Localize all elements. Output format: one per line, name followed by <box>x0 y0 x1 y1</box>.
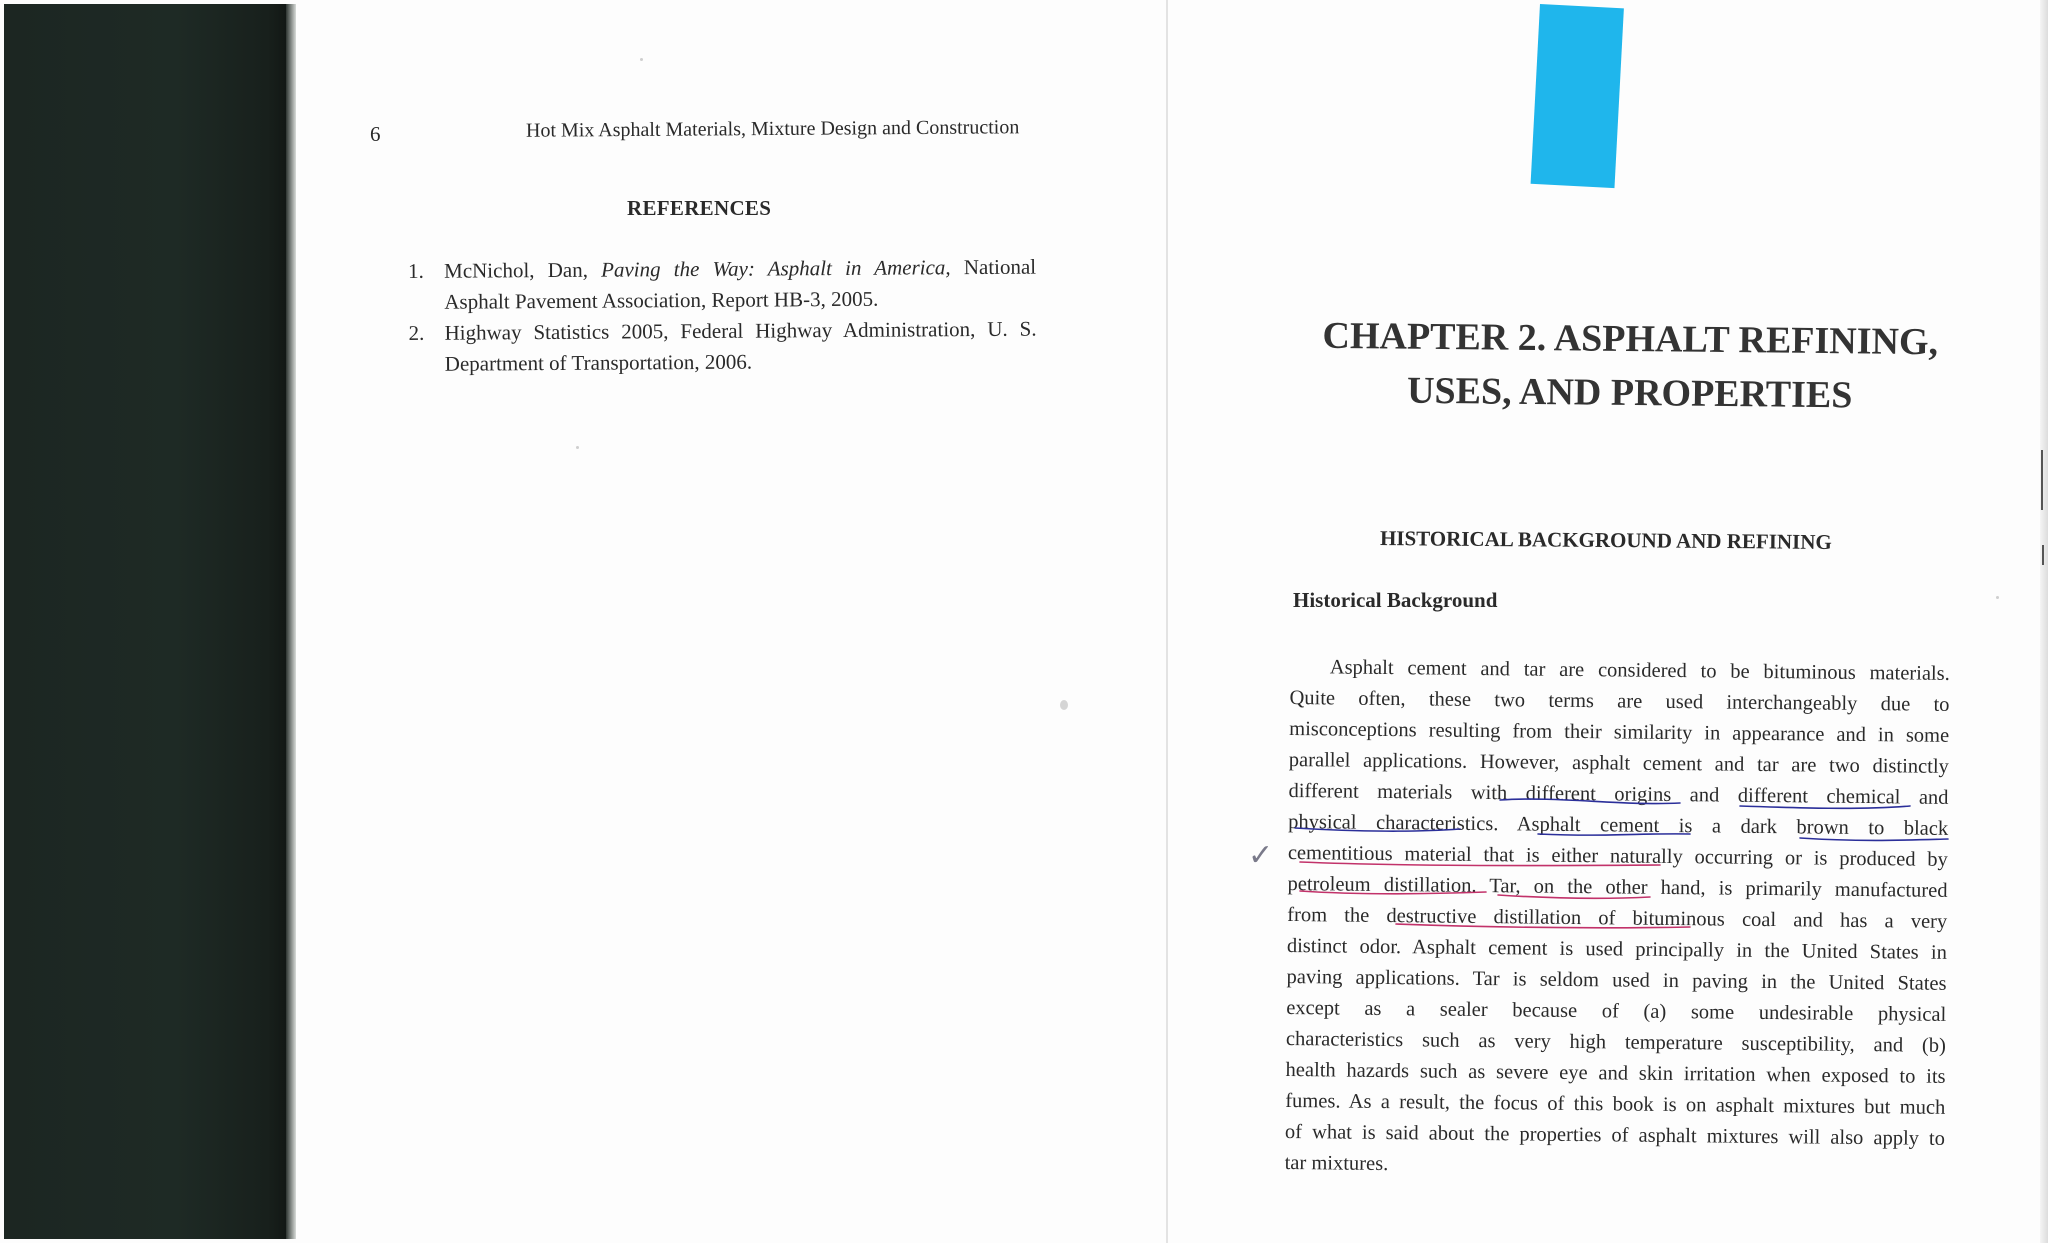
reference-list <box>408 252 1037 380</box>
chapter-title-line: CHAPTER 2. ASPHALT REFINING, <box>1322 314 1939 364</box>
paragraph-line: distinct odor. Asphalt cement is used principally in the United States in <box>1286 934 1948 964</box>
reference-authors: McNichol, Dan, <box>444 257 602 283</box>
paragraph-line: from the destructive distillation of bituminous coal and has a very <box>1287 903 1948 933</box>
page-number: 6 <box>370 122 381 146</box>
paragraph-line: misconceptions resulting from their similarity in appearance and in some <box>1289 717 1950 747</box>
paragraph-line: different materials with different origins and different chemical and <box>1288 779 1949 809</box>
paragraph-line: Quite often, these two terms are used interchangeably due to <box>1289 686 1950 716</box>
running-header: Hot Mix Asphalt Materials, Mixture Design and Construction <box>525 116 1020 142</box>
reference-line: Asphalt Pavement Association, Report HB-3, 2005. <box>444 286 879 314</box>
paragraph-line: cementitious material that is either naturally occurring or is produced by <box>1287 841 1948 871</box>
reference-text <box>444 252 1036 318</box>
right-page-edge <box>2040 0 2048 1243</box>
edge-mark <box>2041 450 2043 510</box>
section-heading: HISTORICAL BACKGROUND AND REFINING <box>1379 526 1832 554</box>
reference-publisher-start: National <box>950 254 1037 280</box>
body-paragraph <box>1284 652 1949 1186</box>
paragraph-line: Asphalt cement and tar are considered to be bituminous materials. <box>1329 656 1950 685</box>
subsection-heading: Historical Background <box>1293 588 1498 612</box>
scan-speck <box>1996 596 1999 599</box>
reference-book-title: Paving the Way: Asphalt in America, <box>601 255 951 282</box>
reference-line <box>444 252 1036 287</box>
handwritten-checkmark-icon: ✓ <box>1248 838 1274 873</box>
edge-mark <box>2042 545 2044 565</box>
scan-speck <box>640 58 643 61</box>
paragraph-line: physical characteristics. Asphalt cement is a dark brown to black <box>1288 810 1949 840</box>
reference-item <box>408 314 1036 380</box>
paragraph-line: fumes. As a result, the focus of this book is on asphalt mixtures but much <box>1285 1089 1946 1119</box>
paragraph-line: parallel applications. However, asphalt cement and tar are two distinctly <box>1288 748 1949 778</box>
binding-edge <box>286 4 296 1239</box>
reference-line: Highway Statistics 2005, Federal Highway Administration, U. S. <box>444 316 1037 345</box>
paragraph-line: paving applications. Tar is seldom used in paving in the United States <box>1286 965 1947 995</box>
page-gutter <box>1166 0 1168 1243</box>
reference-item <box>408 252 1036 318</box>
sticky-tab-flag <box>1531 4 1624 188</box>
chapter-title <box>1289 308 1970 423</box>
references-heading: REFERENCES <box>627 196 772 220</box>
reference-text <box>444 314 1036 380</box>
scan-speck <box>1060 700 1068 710</box>
reference-number: 2. <box>408 320 425 345</box>
paragraph-line: characteristics such as very high temperature susceptibility, and (b) <box>1285 1027 1947 1057</box>
chapter-title-line: USES, AND PROPERTIES <box>1406 369 1853 417</box>
paragraph-line: petroleum distillation. Tar, on the other hand, is primarily manufactured <box>1287 872 1948 902</box>
paragraph-line: tar mixtures. <box>1284 1151 1389 1176</box>
scan-speck <box>576 446 579 449</box>
paragraph-line: except as a sealer because of (a) some undesirable physical <box>1286 996 1947 1026</box>
book-binding-shadow <box>4 4 290 1239</box>
paragraph-line: of what is said about the properties of asphalt mixtures will also apply to <box>1284 1120 1946 1150</box>
reference-number: 1. <box>408 258 424 283</box>
paragraph-line: health hazards such as severe eye and skin irritation when exposed to its <box>1285 1058 1946 1088</box>
reference-line: Department of Transportation, 2006. <box>444 349 753 376</box>
